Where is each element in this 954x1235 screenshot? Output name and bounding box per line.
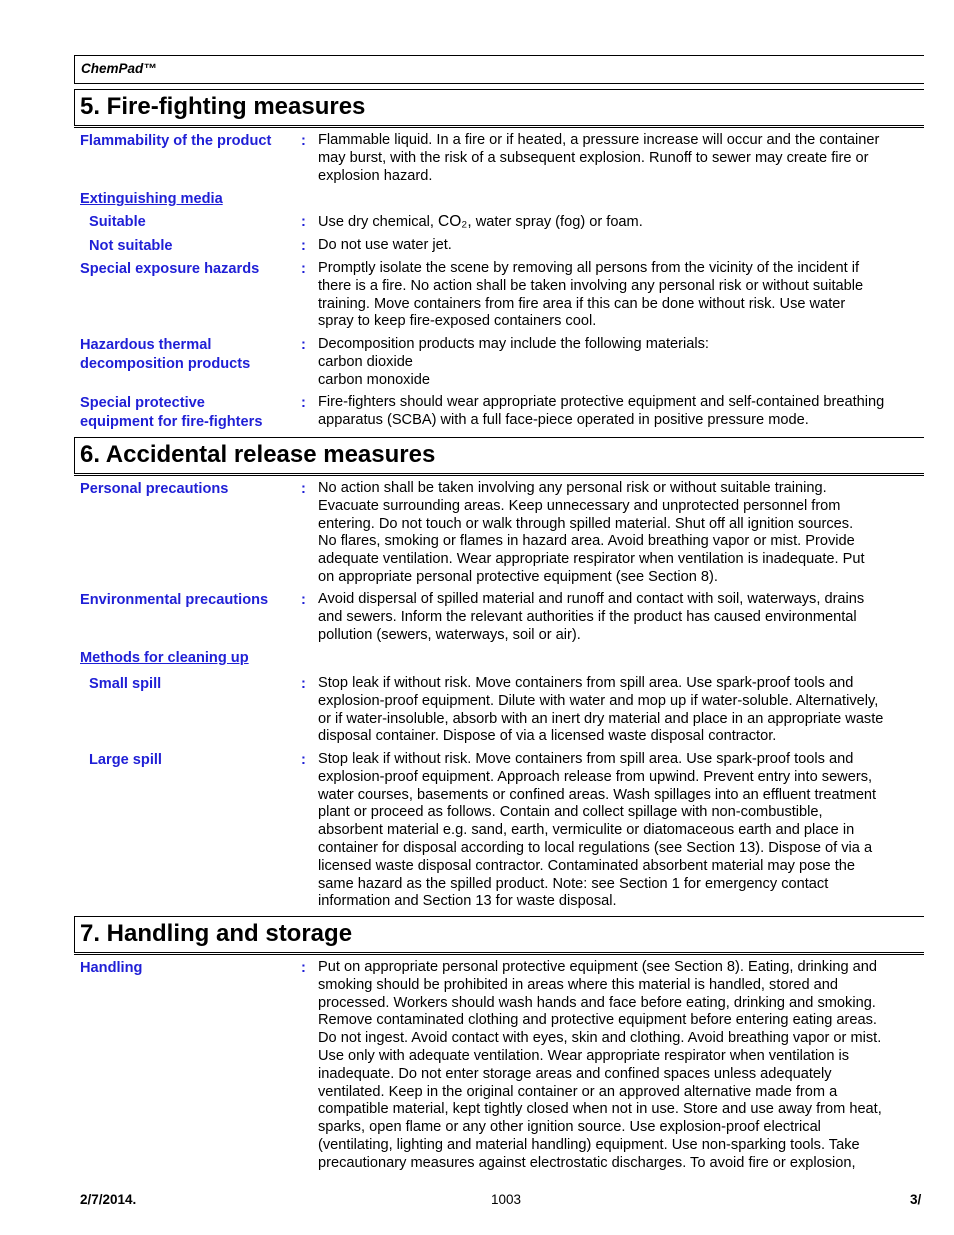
special-exposure-label: Special exposure hazards: [80, 261, 260, 277]
thermal-decomposition-value: Decomposition products may include the following materials: carbon dioxide carbon monoxide: [318, 336, 709, 388]
special-protective-label: Special protective equipment for fire-fighters: [80, 395, 263, 430]
colon: :: [301, 214, 306, 230]
section-6-rule: [74, 475, 924, 476]
large-spill-label: Large spill: [89, 752, 162, 768]
section-5-header: [74, 89, 924, 126]
colon: :: [301, 261, 306, 277]
section-6-title: 6. Accidental release measures: [80, 441, 436, 468]
special-protective-value: Fire-fighters should wear appropriate protective equipment and self-contained breathing apparatus (SCBA) with a full face-piece operated in positive pressure mode.: [318, 394, 885, 428]
colon: :: [301, 133, 306, 149]
colon: :: [301, 752, 306, 768]
section-7-header: [74, 916, 924, 953]
section-5-rule: [74, 127, 924, 128]
section-7-title: 7. Handling and storage: [80, 920, 353, 947]
colon: :: [301, 960, 306, 976]
suitable-label: Suitable: [89, 214, 146, 230]
colon: :: [301, 395, 306, 411]
colon: :: [301, 592, 306, 608]
extinguishing-media-label: Extinguishing media: [80, 191, 223, 207]
product-name: ChemPad™: [81, 61, 157, 76]
small-spill-value: Stop leak if without risk. Move containers from spill area. Use spark-proof tools and explosion-proof equipment. Dilute with water and mop up if water-soluble. Alternatively, or if water-insoluble, absorb with an inert dry material and place in an appropriate waste disposal container. Dispose of via a licensed waste disposal contractor.: [318, 675, 884, 745]
small-spill-label: Small spill: [89, 676, 162, 692]
footer-code: 1003: [491, 1192, 522, 1207]
section-6-header: [74, 437, 924, 474]
section-7-rule: [74, 954, 924, 955]
colon: :: [301, 481, 306, 497]
handling-value: Put on appropriate personal protective equipment (see Section 8). Eating, drinking and smoking should be prohibited in areas where this material is handled, stored and processed. Workers should wash hands and face before eating, drinking and smoking. Remove contaminated clothing and protective equipment before entering eating areas. Do not ingest. Avoid contact with eyes, skin and clothing. Avoid breathing vapor or mist. Use only with adequate ventilation. Wear appropriate respirator when ventilation is inadequate. Do not enter storage areas and confined spaces unless adequately ventilated. Keep in the original container or an approved alternative made from a compatible material, kept tightly closed when not in use. Store and use away from heat, sparks, open flame or any other ignition source. Use explosion-proof electrical (ventilating, lighting and material handling) equipment. Use non-sparking tools. Take precautionary measures against electrostatic discharges. To avoid fire or explosion,: [318, 959, 882, 1171]
not-suitable-value: Do not use water jet.: [318, 237, 452, 253]
handling-label: Handling: [80, 960, 143, 976]
footer-page-number: 3/: [910, 1192, 922, 1207]
environmental-precautions-value: Avoid dispersal of spilled material and runoff and contact with soil, waterways, drains and sewers. Inform the relevant authorities if the product has caused environmental pollution (sewers, waterways, soil or air).: [318, 591, 865, 643]
colon: :: [301, 337, 306, 353]
colon: :: [301, 238, 306, 254]
personal-precautions-value: No action shall be taken involving any personal risk or without suitable training. Evacuate surrounding areas. Keep unnecessary and unprotected personnel from entering. Do not touch or walk through spilled material. Shut off all ignition sources. No flares, smoking or flames in hazard area. Avoid breathing vapor or mist. Provide adequate ventilation. Wear appropriate respirator when ventilation is inadequate. Put on appropriate personal protective equipment (see Section 8).: [318, 480, 865, 585]
suitable-value: Use dry chemical, CO₂, water spray (fog) or foam.: [318, 213, 643, 230]
environmental-precautions-label: Environmental precautions: [80, 592, 269, 608]
co2-formula: CO₂,: [438, 213, 472, 230]
special-exposure-value: Promptly isolate the scene by removing all persons from the vicinity of the incident if there is a fire. No action shall be taken involving any personal risk or without suitable training. Move containers from fire area if this can be done without risk. Use water spray to keep fire-exposed containers cool.: [318, 260, 864, 330]
thermal-decomposition-label: Hazardous thermal decomposition products: [80, 337, 251, 372]
not-suitable-label: Not suitable: [89, 238, 173, 254]
flammability-value: Flammable liquid. In a fire or if heated, a pressure increase will occur and the container may burst, with the risk of a subsequent explosion. Runoff to sewer may create fire or explosion hazard.: [318, 132, 880, 184]
flammability-label: Flammability of the product: [80, 133, 272, 149]
personal-precautions-label: Personal precautions: [80, 481, 229, 497]
section-5-title: 5. Fire-fighting measures: [80, 93, 366, 120]
footer-date: 2/7/2014.: [80, 1192, 137, 1207]
product-header-box: [74, 55, 924, 84]
colon: :: [301, 676, 306, 692]
large-spill-value: Stop leak if without risk. Move containers from spill area. Use spark-proof tools and explosion-proof equipment. Approach release from upwind. Prevent entry into sewers, water courses, basements or confined areas. Wash spillages into an effluent treatment plant or proceed as follows. Contain and collect spillage with non-combustible, absorbent material e.g. sand, earth, vermiculite or diatomaceous earth and place in container for disposal according to local regulations (see Section 13). Dispose of via a licensed waste disposal contractor. Contaminated absorbent material may pose the same hazard as the spilled product. Note: see Section 1 for emergency contact information and Section 13 for waste disposal.: [318, 751, 877, 910]
methods-cleaning-label: Methods for cleaning up: [80, 650, 249, 666]
